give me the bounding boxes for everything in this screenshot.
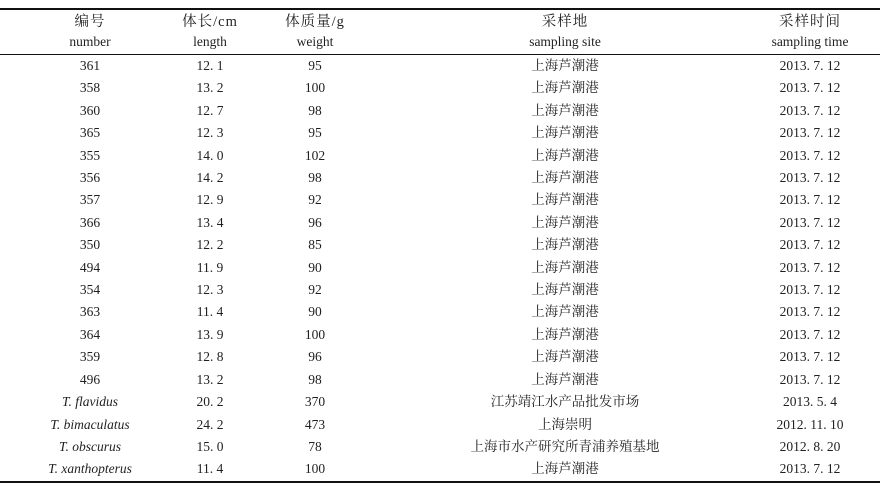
cell-sampling-time: 2013. 7. 12 [779,170,841,186]
cell-number: 365 [79,125,101,141]
cell-weight: 100 [304,80,326,96]
cell-sampling-site: 上海芦潮港 [531,259,599,275]
table-body [0,55,880,482]
cell-sampling-site: 上海崇明 [538,416,592,432]
cell-weight: 95 [308,125,322,141]
cell-length: 20. 2 [196,394,224,410]
table-row [0,436,880,458]
cell-number: 366 [79,214,101,230]
cell-sampling-time: 2013. 5. 4 [783,394,837,410]
table-row [0,257,880,279]
cell-length: 12. 1 [196,58,224,73]
cell-length: 12. 9 [196,192,224,208]
table-row [0,279,880,301]
cell-sampling-time: 2013. 7. 12 [779,461,841,477]
table-row [0,414,880,436]
cell-sampling-time: 2013. 7. 12 [779,102,841,118]
cell-sampling-site: 上海芦潮港 [531,282,599,298]
cell-length: 11. 4 [196,304,224,320]
cell-sampling-time: 2013. 7. 12 [779,125,841,141]
cell-sampling-site: 上海芦潮港 [531,58,599,73]
col-header-sampling-time [740,9,880,55]
cell-weight: 102 [304,147,326,163]
cell-sampling-site: 上海芦潮港 [531,461,599,477]
cell-sampling-time: 2013. 7. 12 [779,304,841,320]
cell-length: 12. 7 [196,102,224,118]
cell-sampling-time: 2013. 7. 12 [779,282,841,298]
cell-sampling-site: 上海芦潮港 [531,326,599,342]
cell-length: 13. 2 [196,371,224,387]
cell-weight: 98 [308,102,322,118]
col-header-sampling-time-en: sampling time [771,34,849,49]
cell-weight: 85 [308,237,322,253]
col-header-sampling-site [390,9,740,55]
cell-number: 354 [79,282,101,298]
specimen-table [0,8,880,483]
cell-number: 350 [79,237,101,253]
cell-number: T. xanthopterus [48,461,132,477]
cell-number: 357 [79,192,101,208]
cell-number: 355 [79,147,101,163]
cell-weight: 98 [308,371,322,387]
cell-sampling-time: 2013. 7. 12 [779,237,841,253]
cell-sampling-time: 2013. 7. 12 [779,80,841,96]
col-header-sampling-site-zh: 采样地 [541,14,589,30]
cell-length: 15. 0 [196,438,224,454]
table-row [0,55,880,78]
cell-sampling-site: 上海芦潮港 [531,147,599,163]
cell-number: 359 [79,349,101,365]
table-row [0,346,880,368]
cell-length: 24. 2 [196,416,224,432]
cell-number: T. flavidus [61,394,118,410]
cell-sampling-site: 上海芦潮港 [531,304,599,320]
cell-sampling-site: 上海芦潮港 [531,170,599,186]
table-row [0,234,880,256]
cell-weight: 96 [308,214,322,230]
table-row [0,77,880,99]
cell-weight: 92 [308,282,322,298]
col-header-number-en: number [69,34,111,49]
cell-length: 12. 3 [196,125,224,141]
cell-sampling-site: 上海芦潮港 [531,80,599,96]
col-header-length-zh: 体长/cm [182,14,238,30]
col-header-length-en: length [193,34,227,49]
col-header-weight [240,9,390,55]
cell-number: 364 [79,326,101,342]
cell-number: 358 [79,80,101,96]
cell-sampling-time: 2013. 7. 12 [779,192,841,208]
cell-weight: 370 [304,394,326,410]
cell-weight: 98 [308,170,322,186]
cell-weight: 100 [304,461,326,477]
col-header-sampling-site-en: sampling site [529,34,601,49]
cell-sampling-time: 2013. 7. 12 [779,371,841,387]
cell-length: 12. 3 [196,282,224,298]
cell-weight: 96 [308,349,322,365]
col-header-length [180,9,240,55]
header-row [0,9,880,55]
table-row [0,391,880,413]
cell-sampling-site: 上海市水产研究所青浦养殖基地 [470,438,660,454]
cell-length: 11. 9 [196,259,224,275]
cell-sampling-time: 2013. 7. 12 [779,147,841,163]
cell-weight: 100 [304,326,326,342]
cell-sampling-site: 上海芦潮港 [531,237,599,253]
table-row [0,324,880,346]
cell-sampling-site: 上海芦潮港 [531,214,599,230]
cell-sampling-time: 2012. 8. 20 [779,438,841,454]
cell-weight: 90 [308,259,322,275]
cell-sampling-site: 上海芦潮港 [531,102,599,118]
cell-sampling-time: 2013. 7. 12 [779,214,841,230]
cell-sampling-site: 上海芦潮港 [531,371,599,387]
cell-sampling-site: 上海芦潮港 [531,125,599,141]
cell-number: 494 [79,259,101,275]
table-row [0,100,880,122]
cell-sampling-site: 江苏靖江水产品批发市场 [490,394,640,410]
cell-length: 13. 9 [196,326,224,342]
cell-weight: 78 [308,438,322,454]
cell-number: 363 [79,304,101,320]
cell-length: 13. 2 [196,80,224,96]
cell-length: 12. 8 [196,349,224,365]
cell-sampling-time: 2013. 7. 12 [779,326,841,342]
col-header-weight-en: weight [296,34,334,49]
cell-sampling-time: 2013. 7. 12 [779,259,841,275]
cell-number: 356 [79,170,101,186]
cell-length: 11. 4 [196,461,224,477]
cell-number: 360 [79,102,101,118]
table-row [0,458,880,481]
cell-sampling-time: 2013. 7. 12 [779,349,841,365]
table-row [0,145,880,167]
col-header-sampling-time-zh: 采样时间 [779,14,841,30]
table-row [0,212,880,234]
cell-sampling-site: 上海芦潮港 [531,349,599,365]
cell-sampling-time: 2012. 11. 10 [776,416,844,432]
cell-weight: 92 [308,192,322,208]
col-header-number-zh: 编号 [74,14,106,30]
cell-weight: 473 [304,416,326,432]
cell-length: 14. 0 [196,147,224,163]
cell-number: T. obscurus [58,438,121,454]
cell-number: 496 [79,371,101,387]
table-row [0,167,880,189]
cell-sampling-time: 2013. 7. 12 [779,58,841,73]
cell-weight: 90 [308,304,322,320]
table-row [0,301,880,323]
cell-sampling-site: 上海芦潮港 [531,192,599,208]
cell-number: 361 [79,58,101,73]
cell-length: 14. 2 [196,170,224,186]
col-header-number [0,9,180,55]
cell-length: 13. 4 [196,214,224,230]
table-row [0,189,880,211]
cell-length: 12. 2 [196,237,224,253]
cell-weight: 95 [308,58,322,73]
table-row [0,369,880,391]
table-header [0,9,880,55]
cell-number: T. bimaculatus [50,416,130,432]
col-header-weight-zh: 体质量/g [285,14,345,30]
table-row [0,122,880,144]
